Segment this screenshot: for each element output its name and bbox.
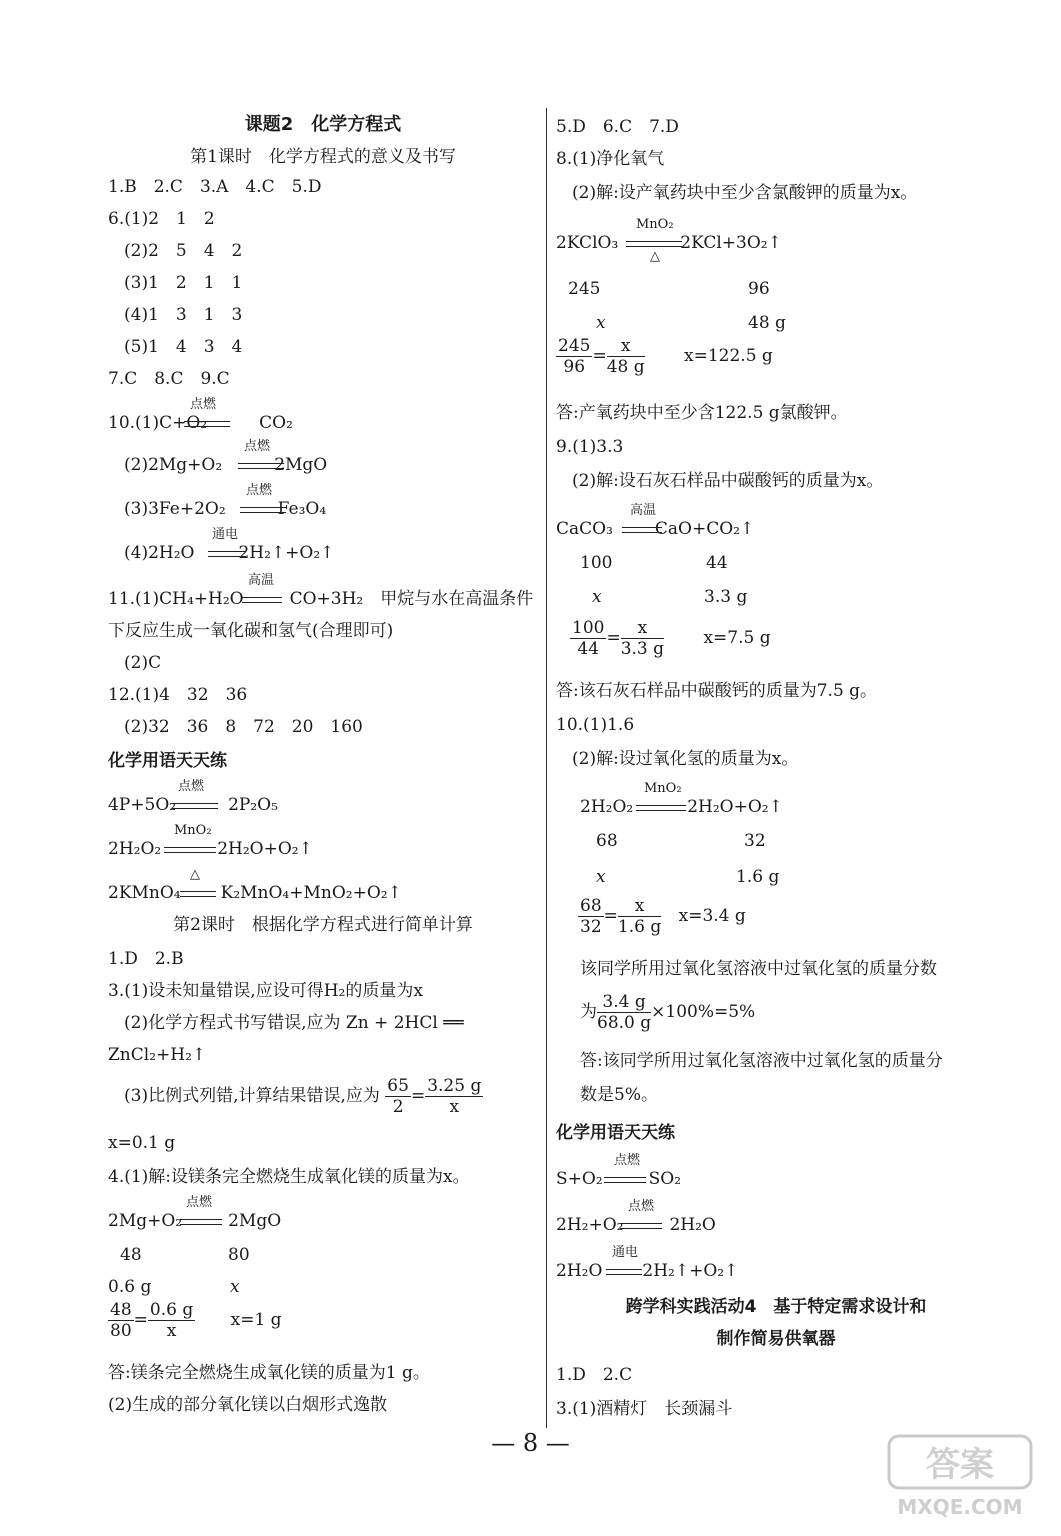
molar-mass-2: 32 <box>744 831 766 851</box>
catalyst-label: MnO₂ <box>174 823 212 838</box>
section-title: 课题2 化学方程式 <box>244 114 402 135</box>
condition-label: 点燃 <box>190 397 217 412</box>
equation-right: 2H₂O+O₂↑ <box>217 839 313 859</box>
denominator: 96 <box>563 357 586 377</box>
condition-label: 通电 <box>212 527 239 542</box>
activity-heading-2: 制作简易供氧器 <box>716 1329 836 1349</box>
answer-r8-1: 8.(1)净化氧气 <box>556 149 665 169</box>
answer-r10-text1: 该同学所用过氧化氢溶液中过氧化氢的质量分数 <box>580 959 937 979</box>
equation-10-3 <box>108 498 326 520</box>
equation-left: 11.(1)CH₄+H₂O <box>108 589 244 609</box>
page-number: — 8 — <box>491 1429 570 1457</box>
numerator: 0.6 g <box>149 1300 194 1320</box>
equals-bar <box>172 803 218 809</box>
equation-right: CaO+CO₂↑ <box>654 519 755 539</box>
equation-right: SO₂ <box>648 1169 682 1189</box>
equation-left: 2KMnO₄ <box>108 883 181 903</box>
answer-r10-2: (2)解:设过氧化氢的质量为x。 <box>572 749 799 769</box>
equation-right: 2H₂↑+O₂↑ <box>642 1261 739 1281</box>
watermark-logo <box>885 1430 1035 1522</box>
numerator: x <box>607 336 645 357</box>
denominator: 68.0 g <box>597 1013 652 1033</box>
numerator: 48 <box>110 1300 132 1320</box>
answer-r9-2: (2)解:设石灰石样品中碳酸钙的质量为x。 <box>572 471 884 491</box>
answer-6-3: (3)1 2 1 1 <box>124 273 243 293</box>
numerator: 65 <box>387 1076 409 1096</box>
answer-b4-1: 4.(1)解:设镁条完全燃烧生成氧化镁的质量为x。 <box>108 1167 470 1187</box>
fraction <box>597 992 651 1033</box>
equation-right: 2H₂↑+O₂↑ <box>238 543 335 563</box>
result: x=3.4 g <box>678 906 746 926</box>
answer-r10-ans2: 数是5%。 <box>580 1085 658 1105</box>
equals-bar <box>604 1177 646 1183</box>
answer-b3-2b: ZnCl₂+H₂↑ <box>108 1045 207 1065</box>
answer-b3-4: x=0.1 g <box>108 1133 176 1153</box>
denominator: 32 <box>580 917 602 937</box>
value-2: 48 g <box>748 313 786 333</box>
practice-heading: 化学用语天天练 <box>556 1123 675 1143</box>
fraction <box>385 1076 411 1117</box>
value-2: 1.6 g <box>736 867 780 887</box>
equals-bar <box>242 597 282 603</box>
equation-left: 2KClO₃ <box>556 233 619 253</box>
denominator: 44 <box>577 639 600 659</box>
fraction <box>618 896 661 937</box>
molar-mass-2: 44 <box>706 553 728 573</box>
molar-mass-2: 96 <box>748 279 770 299</box>
condition-label: 点燃 <box>186 1195 213 1210</box>
answer-b3-3: (3)比例式列错,计算结果错误,应为 $\frac{65}{2}$ = $\frac{3.25 g}{x}$ <box>124 1076 482 1117</box>
answer-11-2: (2)C <box>124 653 162 673</box>
numerator: 68 <box>580 896 602 916</box>
molar-mass-1: 68 <box>596 831 618 851</box>
proportion-b4: $\frac{48}{80}$ = $\frac{0.6 g}{x}$ x=1 g <box>110 1300 282 1341</box>
answer-b4-ans: 答:镁条完全燃烧生成氧化镁的质量为1 g。 <box>108 1363 430 1383</box>
proportion-r8: $\frac{245}{96}$ = $\frac{x}{48 g}$ x=122.5 g <box>558 336 773 377</box>
equation-right: 2H₂O <box>669 1215 716 1235</box>
equals-bar <box>180 891 216 897</box>
catalyst-label: MnO₂ <box>644 781 682 796</box>
answer-6-4: (4)1 3 1 3 <box>124 305 243 325</box>
molar-mass-2: 80 <box>228 1245 250 1265</box>
fraction <box>578 896 604 937</box>
value-2: x <box>230 1277 240 1297</box>
answer-b1: 1.D 2.B <box>108 949 184 969</box>
denominator: x <box>449 1097 460 1117</box>
equation-right: 2KCl+3O₂↑ <box>680 233 782 253</box>
answer-6-2: (2)2 5 4 2 <box>124 241 243 261</box>
equation-left: (3)3Fe+2O₂ <box>124 499 226 519</box>
condition-label: 通电 <box>612 1245 639 1260</box>
equals-bar <box>240 507 286 513</box>
answer-7-9: 7.C 8.C 9.C <box>108 369 230 389</box>
equation-left: 2H₂O₂ <box>108 839 162 859</box>
answer-c1: 1.D 2.C <box>556 1365 633 1385</box>
condition-label: 点燃 <box>246 483 273 498</box>
fraction <box>108 1300 134 1341</box>
equation-right: Fe₃O₄ <box>277 499 327 519</box>
value-2: 3.3 g <box>704 587 748 607</box>
watermark-text: 答案 <box>926 1445 994 1485</box>
activity-heading-1: 跨学科实践活动4 基于特定需求设计和 <box>625 1297 927 1317</box>
fraction <box>607 336 645 377</box>
denominator: x <box>166 1321 177 1341</box>
molar-mass-1: 100 <box>580 553 613 573</box>
value-1: x <box>592 587 602 607</box>
equation-left: CaCO₃ <box>556 519 613 539</box>
condition-label: 高温 <box>630 503 657 518</box>
watermark-url: MXQE.COM <box>897 1495 1023 1519</box>
equals-bar <box>606 1269 642 1275</box>
equation-left: (4)2H₂O <box>124 543 195 563</box>
equation-right: CO₂ <box>259 413 293 433</box>
answer-r8-2: (2)解:设产氧药块中至少含氯酸钾的质量为x。 <box>572 183 918 203</box>
answer-b3-1: 3.(1)设未知量错误,应设可得H₂的质量为x <box>108 981 423 1001</box>
numerator: 245 <box>558 336 591 356</box>
answer-c3: 3.(1)酒精灯 长颈漏斗 <box>556 1399 733 1419</box>
answer-r10-text2 <box>580 992 755 1033</box>
molar-mass-1: 245 <box>568 279 601 299</box>
answer-12-1: 12.(1)4 32 36 <box>108 685 248 705</box>
result: x=1 g <box>230 1310 282 1330</box>
practice-eq-3 <box>108 882 402 904</box>
equals-bar <box>636 805 686 811</box>
fraction <box>621 618 664 659</box>
equals-bar <box>184 421 230 427</box>
answer-12-2: (2)32 36 8 72 20 160 <box>124 717 363 737</box>
proportion-r10: $\frac{68}{32}$ = $\frac{x}{1.6 g}$ x=3.4 g <box>580 896 746 937</box>
equation-left: 2H₂+O₂ <box>556 1215 624 1235</box>
denominator: 1.6 g <box>617 917 662 937</box>
lesson-2-heading: 第2课时 根据化学方程式进行简单计算 <box>173 915 473 935</box>
equation-10-2 <box>108 454 327 476</box>
result: x=122.5 g <box>684 346 773 366</box>
equation-right: 2MgO <box>274 455 328 475</box>
equation-left: 2Mg+O₂ <box>108 1211 183 1231</box>
answer-b4-2: (2)生成的部分氧化镁以白烟形式逸散 <box>108 1395 388 1415</box>
numerator: x <box>621 618 664 639</box>
answer-b3-2: (2)化学方程式书写错误,应为 Zn + 2HCl ══ <box>124 1013 464 1033</box>
fraction <box>148 1300 195 1341</box>
heat-label: △ <box>190 867 200 882</box>
answer-11-cont: 下反应生成一氧化碳和氢气(合理即可) <box>108 621 394 641</box>
equals-bar <box>620 1223 662 1229</box>
fraction <box>556 336 592 377</box>
condition-label: 点燃 <box>178 779 205 794</box>
equation-right: 2MgO <box>228 1211 282 1231</box>
condition-label: 点燃 <box>614 1153 641 1168</box>
equation-left: 2H₂O <box>556 1261 603 1281</box>
lesson-1-heading: 第1课时 化学方程式的意义及书写 <box>190 147 456 167</box>
answer-r8-ans: 答:产氧药块中至少含122.5 g氯酸钾。 <box>556 403 848 423</box>
numerator: 100 <box>572 618 605 638</box>
column-divider <box>546 108 547 1428</box>
equals-bar <box>622 527 662 533</box>
equation-left: (2)2Mg+O₂ <box>124 455 223 475</box>
proportion-r9: $\frac{100}{44}$ = $\frac{x}{3.3 g}$ x=7.5 g <box>572 618 771 659</box>
practice-heading: 化学用语天天练 <box>108 751 227 771</box>
value-1: x <box>596 867 606 887</box>
numerator: 3.4 g <box>597 992 651 1013</box>
answer-r10-ans1: 答:该同学所用过氧化氢溶液中过氧化氢的质量分 <box>580 1051 943 1071</box>
fraction <box>570 618 606 659</box>
fraction <box>425 1076 483 1117</box>
equals-bar <box>180 1219 222 1225</box>
numerator: 3.25 g <box>427 1076 482 1096</box>
equation-right: 2P₂O₅ <box>228 795 278 815</box>
denominator: 2 <box>392 1097 404 1117</box>
numerator: x <box>618 896 661 917</box>
answer-1-5: 1.B 2.C 3.A 4.C 5.D <box>108 177 322 197</box>
condition-label: 点燃 <box>628 1199 655 1214</box>
answer-r10-1: 10.(1)1.6 <box>556 715 635 735</box>
value-1: 0.6 g <box>108 1277 152 1297</box>
equation-left: 4P+5O₂ <box>108 795 177 815</box>
practice-eq-3 <box>556 1260 738 1282</box>
answer-r9-1: 9.(1)3.3 <box>556 437 624 457</box>
catalyst-label: MnO₂ <box>636 217 674 232</box>
answer-text: (3)比例式列错,计算结果错误,应为 <box>124 1086 380 1106</box>
equation-right: 2H₂O+O₂↑ <box>687 797 783 817</box>
answer-6-1: 6.(1)2 1 2 <box>108 209 215 229</box>
answer-text: 为 <box>580 1002 597 1022</box>
equation-left: S+O₂ <box>556 1169 603 1189</box>
answer-6-5: (5)1 4 3 4 <box>124 337 243 357</box>
answer-r1: 5.D 6.C 7.D <box>556 117 679 137</box>
equation-11-1 <box>108 588 533 610</box>
denominator: 3.3 g <box>620 639 665 659</box>
equals-bar <box>626 241 682 247</box>
condition-label: 高温 <box>248 573 275 588</box>
denominator: 48 g <box>606 357 645 377</box>
equals-bar <box>208 551 246 557</box>
equals-bar <box>238 463 284 469</box>
condition-label: 点燃 <box>244 439 271 454</box>
denominator: 80 <box>110 1321 132 1341</box>
equation-right: K₂MnO₄+MnO₂+O₂↑ <box>220 883 402 903</box>
answer-text: ×100%=5% <box>651 1002 756 1022</box>
result: x=7.5 g <box>703 628 771 648</box>
value-1: x <box>596 313 606 333</box>
answer-r9-ans: 答:该石灰石样品中碳酸钙的质量为7.5 g。 <box>556 681 878 701</box>
equation-left: 10.(1)C+O₂ <box>108 413 208 433</box>
equation-right: CO+3H₂ 甲烷与水在高温条件 <box>289 589 534 609</box>
equation-left: 2H₂O₂ <box>580 797 634 817</box>
equals-bar <box>164 847 216 853</box>
molar-mass-1: 48 <box>120 1245 142 1265</box>
heat-label: △ <box>650 249 660 264</box>
